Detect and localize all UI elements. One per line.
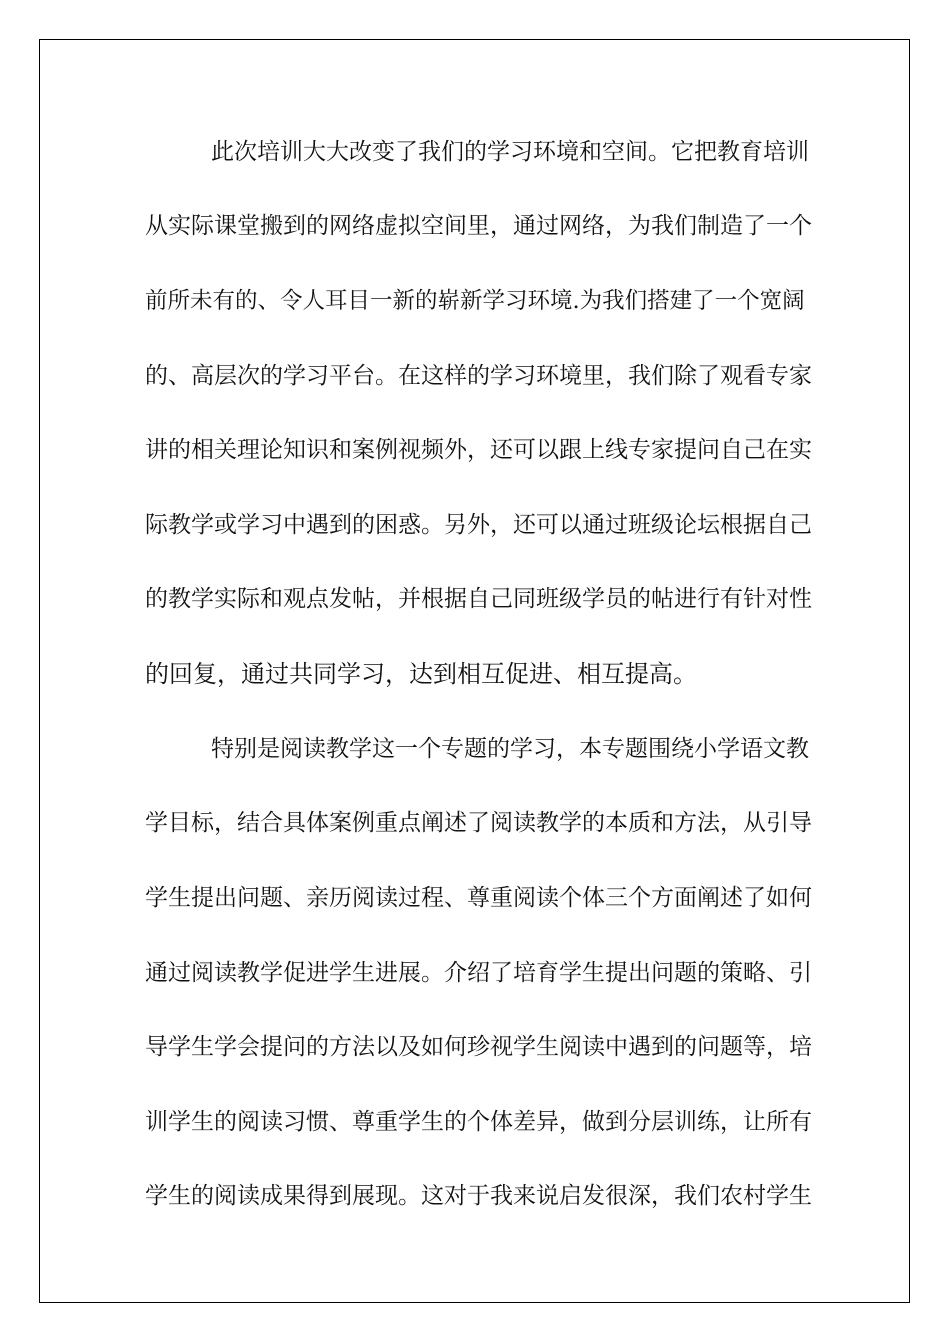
paragraph-1-line-2: 从实际课堂搬到的网络虚拟空间里，通过网络，为我们制造了一个 <box>145 213 812 239</box>
paragraph-1-line-4: 的、高层次的学习平台。在这样的学习环境里，我们除了观看专家 <box>145 363 812 389</box>
paragraph-1-line-8: 的回复，通过共同学习，达到相互促进、相互提高。 <box>145 660 697 688</box>
paragraph-1-line-6: 际教学或学习中遇到的困惑。另外，还可以通过班级论坛根据自己 <box>145 512 812 538</box>
paragraph-2-line-3: 学生提出问题、亲历阅读过程、尊重阅读个体三个方面阐述了如何 <box>145 885 812 911</box>
paragraph-2-line-5: 导学生学会提问的方法以及如何珍视学生阅读中遇到的问题等，培 <box>145 1034 812 1060</box>
paragraph-1-line-3: 前所未有的、令人耳目一新的崭新学习环境.为我们搭建了一个宽阔 <box>145 288 805 314</box>
paragraph-1-line-7: 的教学实际和观点发帖，并根据自己同班级学员的帖进行有针对性 <box>145 586 812 612</box>
paragraph-2-line-6: 训学生的阅读习惯、尊重学生的个体差异，做到分层训练，让所有 <box>145 1109 812 1135</box>
paragraph-2-line-1: 特别是阅读教学这一个专题的学习，本专题围绕小学语文教 <box>211 736 809 762</box>
paragraph-2-line-4: 通过阅读教学促进学生进展。介绍了培育学生提出问题的策略、引 <box>145 960 812 986</box>
paragraph-2-line-7: 学生的阅读成果得到展现。这对于我来说启发很深，我们农村学生 <box>145 1183 812 1209</box>
paragraph-1-line-5: 讲的相关理论知识和案例视频外，还可以跟上线专家提问自己在实 <box>145 437 812 463</box>
paragraph-1-line-1: 此次培训大大改变了我们的学习环境和空间。它把教育培训 <box>211 139 809 165</box>
paragraph-2-line-2: 学目标，结合具体案例重点阐述了阅读教学的本质和方法，从引导 <box>145 810 812 836</box>
